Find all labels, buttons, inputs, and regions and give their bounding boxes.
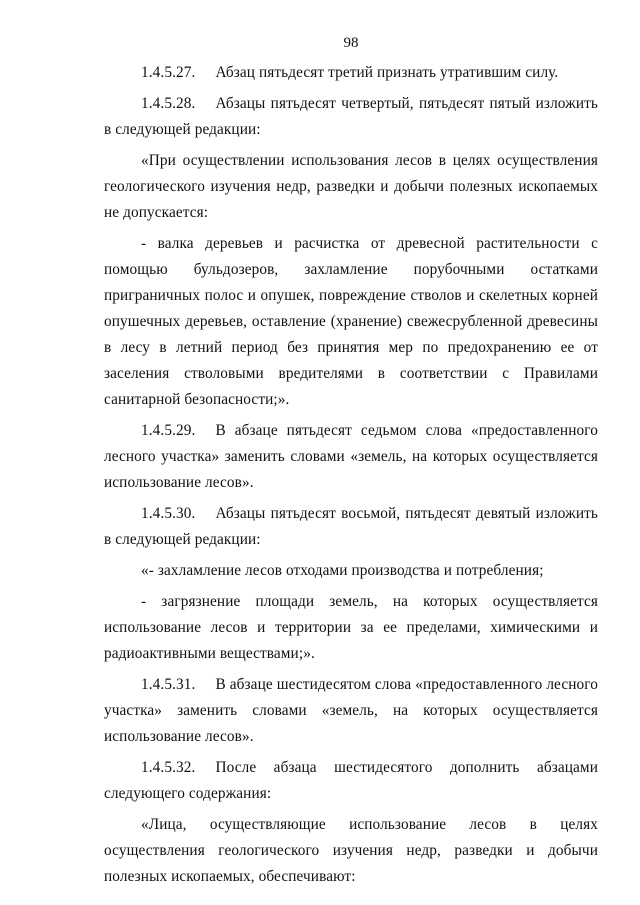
paragraph-1-4-5-30 bbox=[104, 501, 598, 553]
paragraph-text: В абзаце пятьдесят седьмом слова «предоставленного лесного участка» заменить словами «земель, на которых осуществляется использование лесов». bbox=[104, 422, 598, 491]
paragraph-text: Абзац пятьдесят третий признать утратившим силу. bbox=[215, 64, 559, 81]
clause-number: 1.4.5.32. bbox=[141, 759, 196, 776]
paragraph-text: Абзацы пятьдесят восьмой, пятьдесят девятый изложить в следующей редакции: bbox=[104, 505, 598, 548]
paragraph-text: Абзацы пятьдесят четвертый, пятьдесят пятый изложить в следующей редакции: bbox=[104, 95, 598, 138]
paragraph-text: После абзаца шестидесятого дополнить абзацами следующего содержания: bbox=[104, 759, 598, 802]
paragraph-text: В абзаце шестидесятом слова «предоставленного лесного участка» заменить словами «земель, на которых осуществляется использование лесов». bbox=[104, 676, 598, 745]
clause-number: 1.4.5.29. bbox=[141, 422, 196, 439]
list-item: - валка деревьев и расчистка от древесной растительности с помощью бульдозеров, захламление порубочными остатками приграничных полос и опушек, повреждение стволов и скелетных корней опушечных деревьев, оставление (хранение) свежесрубленной древесины в лесу в летний период без принятия мер по предохранению ее от заселения стволовыми вредителями в соответствии с Правилами санитарной безопасности;». bbox=[104, 235, 598, 408]
paragraph-1-4-5-27 bbox=[104, 60, 598, 86]
list-item: «- захламление лесов отходами производства и потребления; bbox=[141, 562, 544, 579]
clause-number: 1.4.5.27. bbox=[141, 64, 196, 81]
page-number: 98 bbox=[343, 35, 359, 51]
list-item: - загрязнение площади земель, на которых осуществляется использование лесов и территории за ее пределами, химическими и радиоактивными веществами;». bbox=[104, 593, 598, 662]
paragraph-1-4-5-28 bbox=[104, 91, 598, 143]
quoted-paragraph: «При осуществлении использования лесов в целях осуществления геологического изучения недр, разведки и добычи полезных ископаемых не допускается: bbox=[104, 152, 598, 221]
clause-number: 1.4.5.30. bbox=[141, 505, 196, 522]
clause-number: 1.4.5.28. bbox=[141, 95, 196, 112]
paragraph-1-4-5-31 bbox=[104, 672, 598, 750]
paragraph-1-4-5-32 bbox=[104, 755, 598, 807]
clause-number: 1.4.5.31. bbox=[141, 676, 196, 693]
quoted-paragraph: «Лица, осуществляющие использование лесов в целях осуществления геологического изучения недр, разведки и добычи полезных ископаемых, обеспечивают: bbox=[104, 816, 598, 885]
paragraph-1-4-5-29 bbox=[104, 418, 598, 496]
